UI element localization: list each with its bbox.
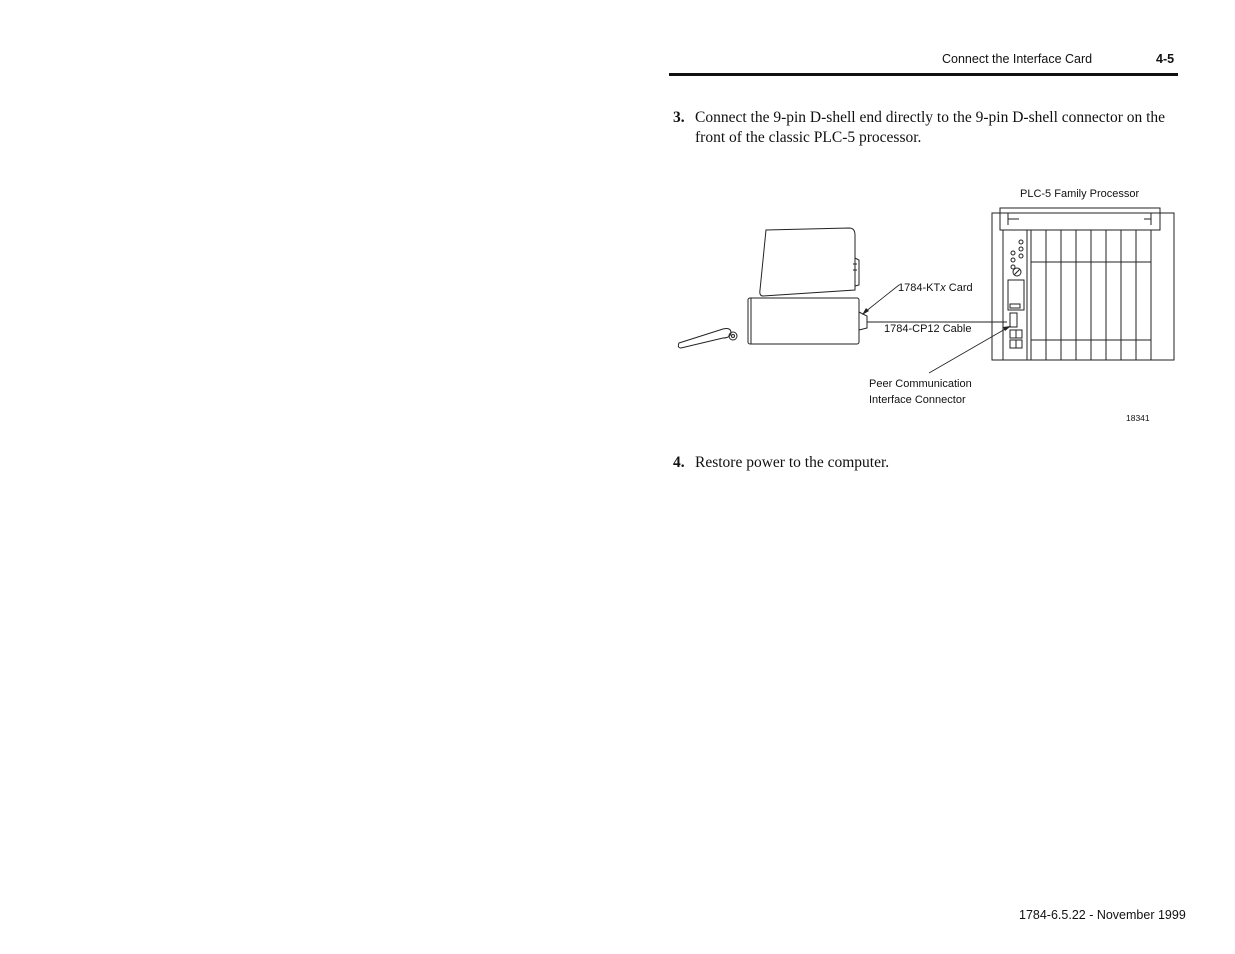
- card-label: 1784-KTx Card: [898, 282, 973, 294]
- processor-label: PLC-5 Family Processor: [1020, 188, 1140, 200]
- step-number: 3.: [673, 109, 685, 126]
- step-number: 4.: [673, 454, 685, 471]
- mouse-illustration: [678, 329, 737, 349]
- step-4: [673, 453, 1173, 473]
- cable-label: 1784-CP12 Cable: [884, 323, 972, 335]
- computer-illustration: [748, 298, 875, 344]
- plc-chassis-illustration: [992, 208, 1174, 360]
- step-text: Connect the 9-pin D-shell end directly to the 9-pin D-shell connector on the front of the classic PLC-5 processor.: [695, 109, 1166, 146]
- header-rule: [669, 73, 1178, 76]
- figure-number: 18341: [1126, 413, 1150, 423]
- footer-publication: 1784-6.5.22 - November 1999: [1019, 908, 1186, 922]
- connection-diagram: [669, 180, 1179, 430]
- connector-label-line1: Peer Communication: [869, 378, 972, 390]
- connector-label-line2: Interface Connector: [869, 394, 966, 406]
- monitor-illustration: [760, 228, 859, 298]
- header-section-title: Connect the Interface Card: [942, 52, 1093, 66]
- step-text: Restore power to the computer.: [695, 454, 890, 471]
- header-page-number: 4-5: [1156, 52, 1175, 66]
- step-3: [673, 108, 1173, 147]
- card-arrowhead: [862, 308, 869, 315]
- card-leader-line: [865, 285, 899, 312]
